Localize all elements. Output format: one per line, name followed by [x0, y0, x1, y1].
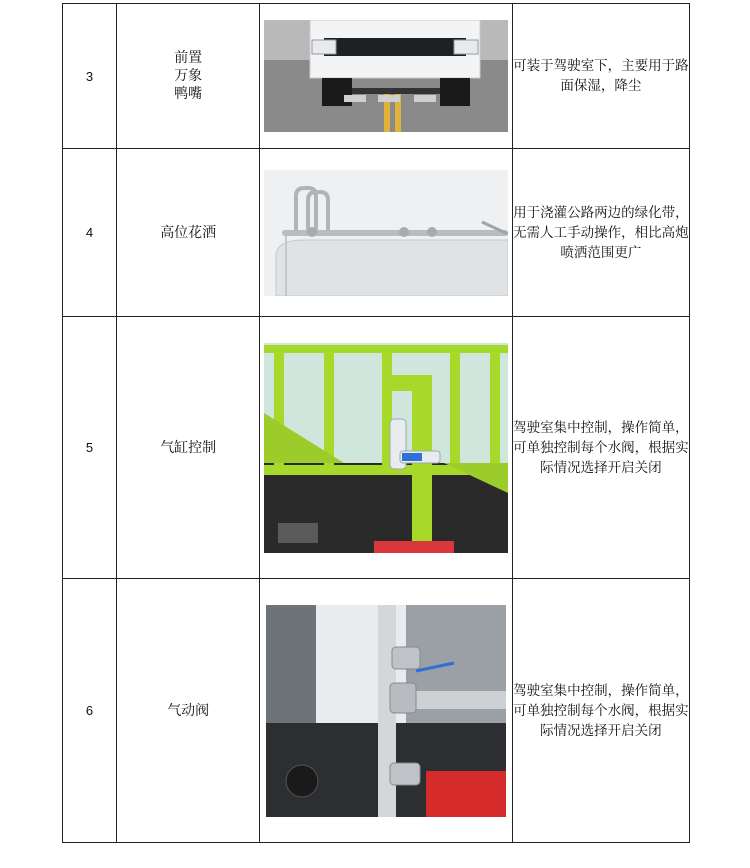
item-description: 驾驶室集中控制，操作简单，可单独控制每个水阀，根据实际情况选择开启关闭 [512, 317, 689, 579]
table-row [63, 317, 690, 579]
pneumatic-valve-photo [266, 605, 506, 817]
spec-table [62, 3, 690, 843]
item-name [117, 149, 260, 317]
item-description: 用于浇灌公路两边的绿化带，无需人工手动操作，相比高炮喷洒范围更广 [512, 149, 689, 317]
table-row [63, 579, 690, 843]
item-name-line: 前置 [174, 50, 203, 66]
row-number: 5 [63, 317, 117, 579]
item-description: 驾驶室集中控制，操作简单，可单独控制每个水阀，根据实际情况选择开启关闭 [512, 579, 689, 843]
item-name-line: 鸭嘴 [174, 86, 203, 102]
item-name [117, 4, 260, 149]
front-nozzle-photo [264, 20, 508, 132]
item-name-line: 高位花洒 [160, 224, 217, 241]
item-name-line: 气动阀 [167, 702, 210, 719]
row-number: 3 [63, 4, 117, 149]
table-row [63, 149, 690, 317]
item-name [117, 579, 260, 843]
row-number: 4 [63, 149, 117, 317]
table-row [63, 4, 690, 149]
high-sprinkler-photo [264, 170, 508, 296]
row-number: 6 [63, 579, 117, 843]
item-name [117, 317, 260, 579]
cylinder-control-photo [264, 343, 508, 553]
item-description: 可装于驾驶室下，主要用于路面保湿，降尘 [512, 4, 689, 149]
item-name-line: 万象 [174, 68, 203, 84]
item-name-line: 气缸控制 [160, 439, 217, 456]
